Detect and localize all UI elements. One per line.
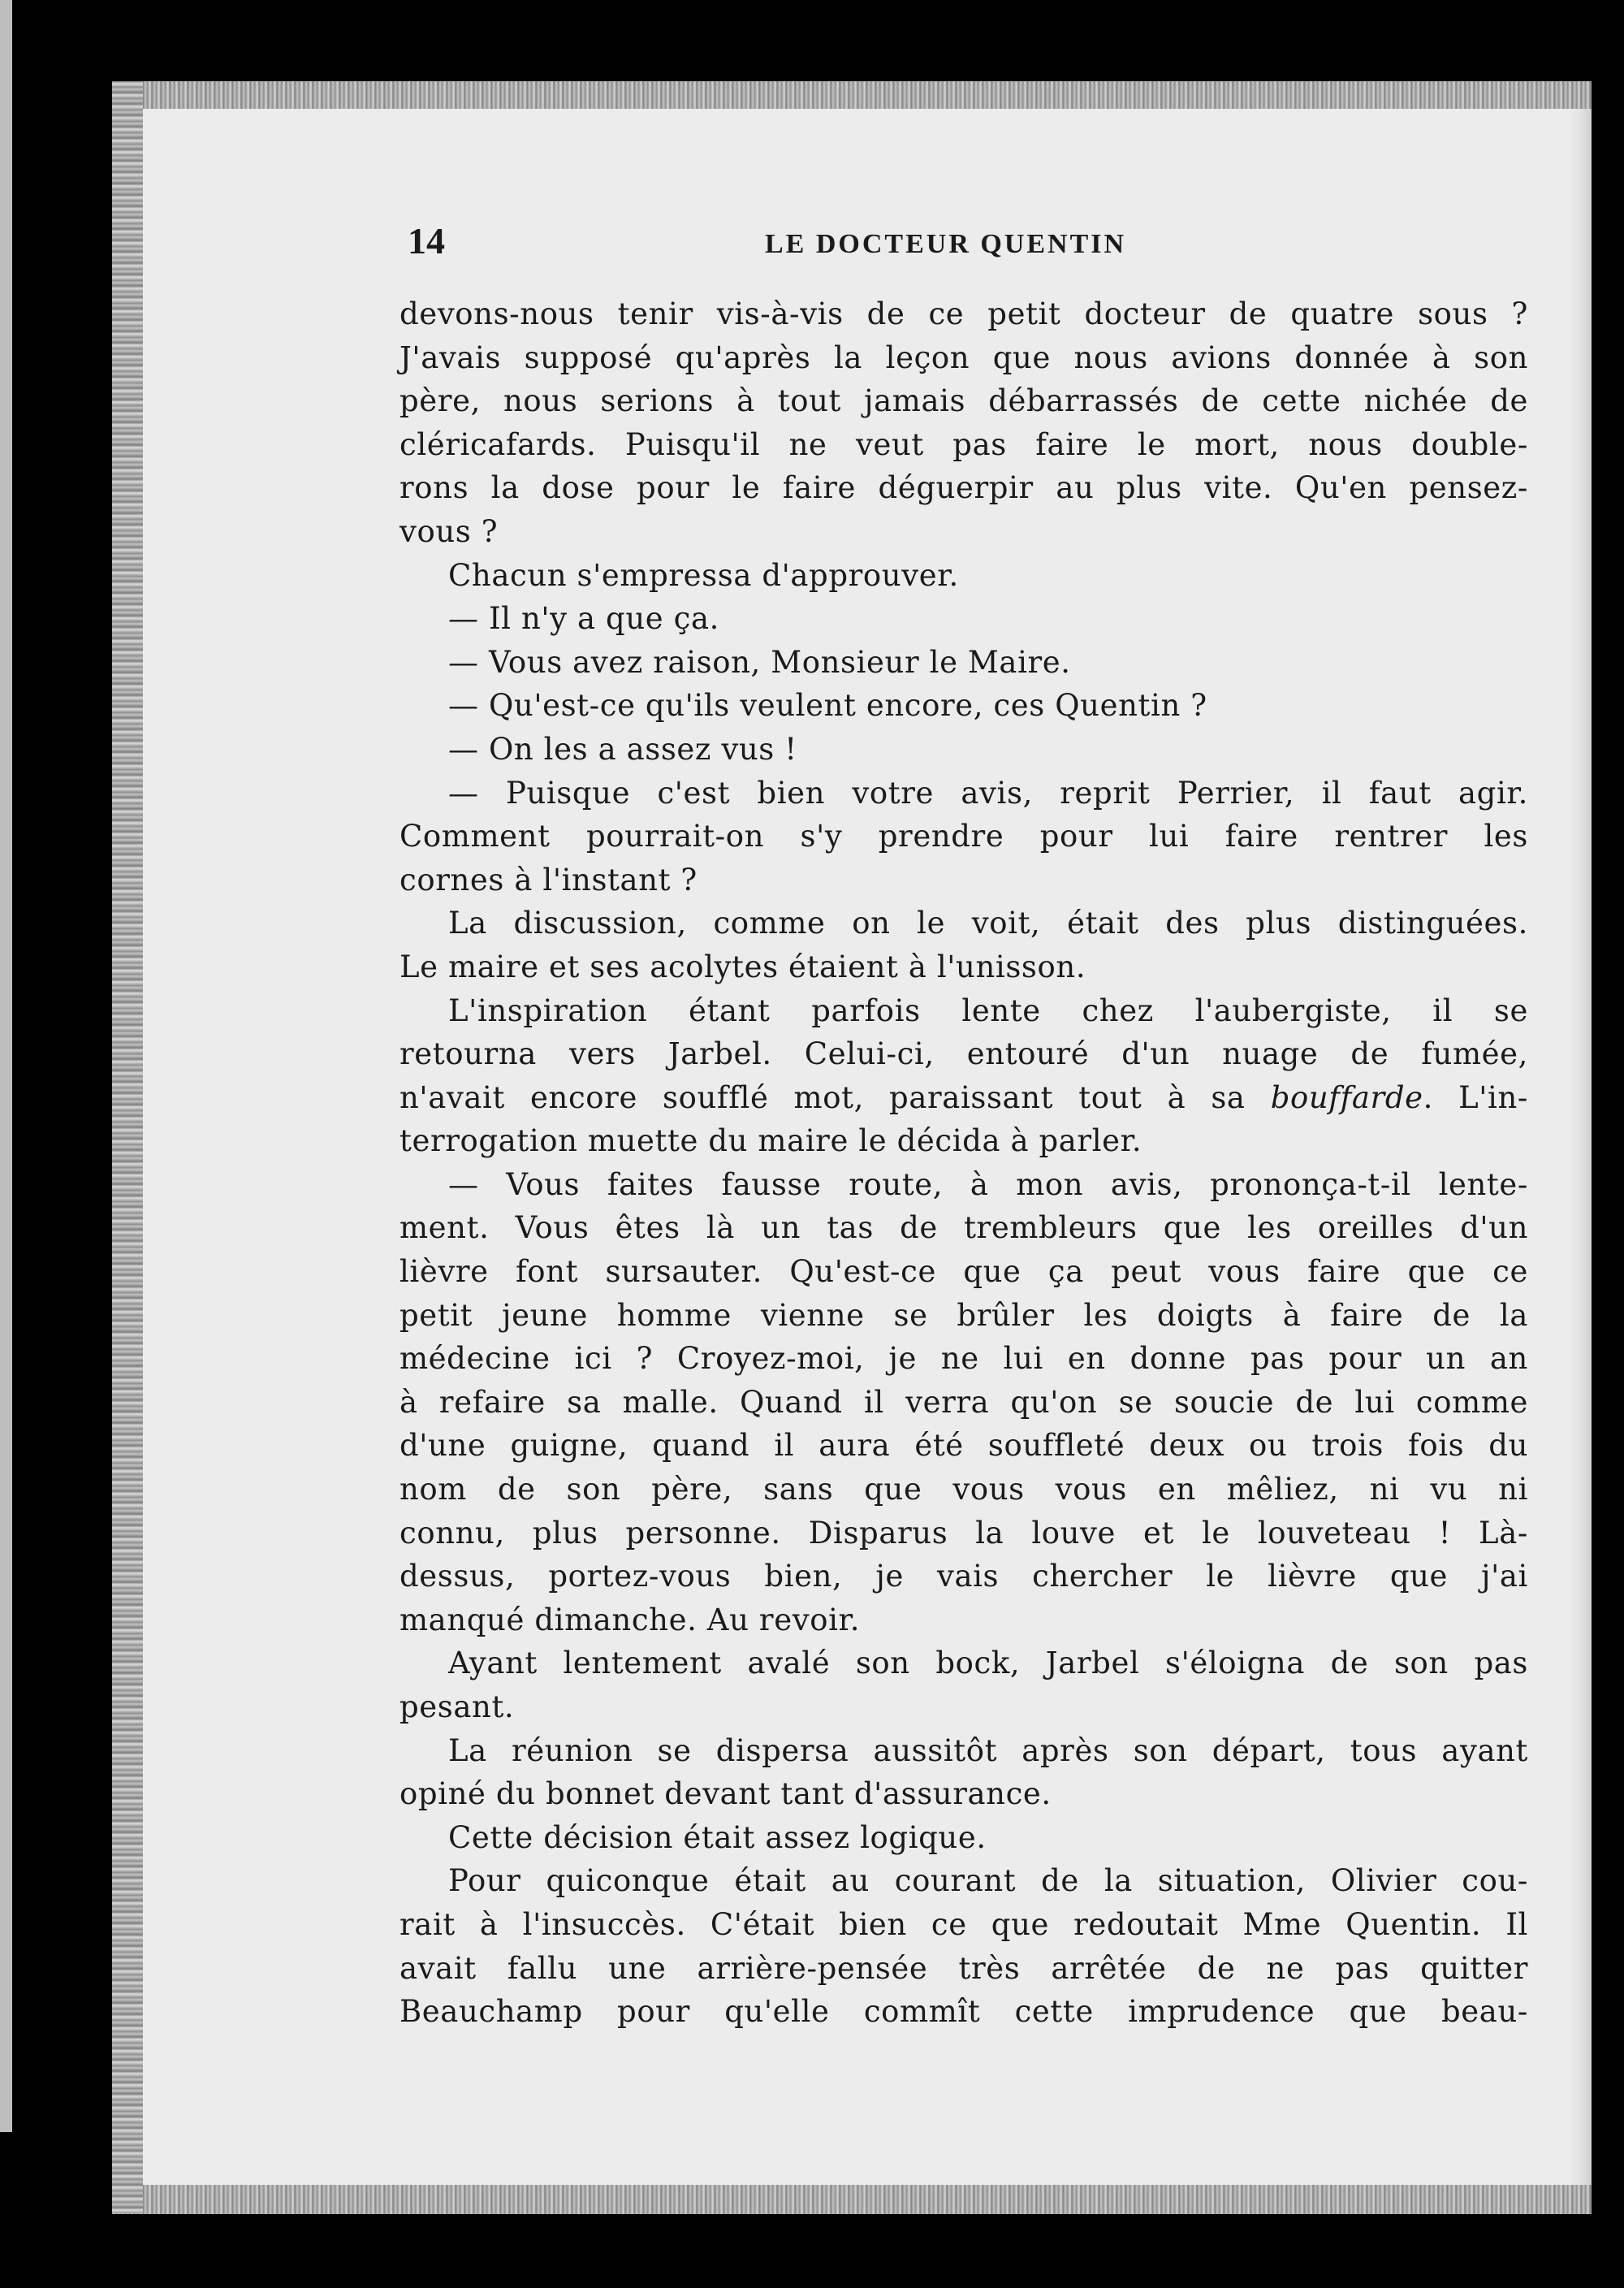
text-line: — Vous avez raison, Monsieur le Maire. bbox=[448, 644, 1071, 680]
text-line: Comment pourrait-on s'y prendre pour lui faire rentrer les bbox=[400, 819, 1528, 854]
text-line: ment. Vous êtes là un tas de trembleurs que les oreilles d'un bbox=[400, 1210, 1528, 1246]
text-line: L'inspiration étant parfois lente chez l'aubergiste, il se bbox=[448, 993, 1528, 1028]
text-line: cléricafards. Puisqu'il ne veut pas faire le mort, nous double- bbox=[400, 426, 1528, 462]
text-line: — Puisque c'est bien votre avis, reprit Perrier, il faut agir. bbox=[448, 775, 1528, 811]
text-line: — On les a assez vus ! bbox=[448, 731, 797, 767]
text-line: vous ? bbox=[400, 513, 499, 549]
text-line: connu, plus personne. Disparus la louve et le louveteau ! Là- bbox=[400, 1515, 1528, 1551]
page-number: 14 bbox=[408, 220, 445, 262]
text-line: Cette décision était assez logique. bbox=[448, 1819, 987, 1855]
text-line: La réunion se dispersa aussitôt après son départ, tous ayant bbox=[448, 1732, 1528, 1768]
text-line: opiné du bonnet devant tant d'assurance. bbox=[400, 1776, 1052, 1812]
text-line: à refaire sa malle. Quand il verra qu'on se soucie de lui comme bbox=[400, 1384, 1528, 1420]
text-line: — Qu'est-ce qu'ils veulent encore, ces Quentin ? bbox=[448, 688, 1207, 724]
text-line: manqué dimanche. Au revoir. bbox=[400, 1602, 861, 1637]
text-line: petit jeune homme vienne se brûler les doigts à faire de la bbox=[400, 1297, 1528, 1333]
text-line: La discussion, comme on le voit, était des plus distinguées. bbox=[448, 906, 1528, 941]
text-line: dessus, portez-vous bien, je vais chercher le lièvre que j'ai bbox=[400, 1559, 1528, 1594]
binding-edge-left bbox=[112, 81, 143, 2213]
text-line: pesant. bbox=[400, 1689, 515, 1724]
binding-edge-right bbox=[0, 0, 12, 2132]
text-line: — Vous faites fausse route, à mon avis, prononça-t-il lente- bbox=[448, 1166, 1528, 1202]
text-line: d'une guigne, quand il aura été souffleté deux ou trois fois du bbox=[400, 1428, 1528, 1464]
text-line: père, nous serions à tout jamais débarrassés de cette nichée de bbox=[400, 383, 1528, 419]
binding-edge-top bbox=[112, 81, 1592, 109]
running-title: LE DOCTEUR QUENTIN bbox=[765, 229, 1127, 259]
text-line: rait à l'insuccès. C'était bien ce que redoutait Mme Quentin. Il bbox=[400, 1906, 1528, 1942]
running-head bbox=[400, 219, 1528, 268]
italic-word: bouffarde bbox=[1270, 1079, 1423, 1115]
text-segment: n'avait encore soufflé mot, paraissant tout à sa bbox=[400, 1079, 1271, 1115]
text-line: terrogation muette du maire le décida à parler. bbox=[400, 1123, 1142, 1159]
text-segment: . L'in- bbox=[1423, 1079, 1528, 1115]
text-line: avait fallu une arrière-pensée très arrêtée de ne pas quitter bbox=[400, 1950, 1528, 1986]
text-line: — Il n'y a que ça. bbox=[448, 601, 719, 637]
text-line: devons-nous tenir vis-à-vis de ce petit docteur de quatre sous ? bbox=[400, 296, 1528, 331]
text-line: Le maire et ses acolytes étaient à l'unisson. bbox=[400, 949, 1086, 984]
text-block bbox=[400, 219, 1528, 2034]
text-line: J'avais supposé qu'après la leçon que nous avions donnée à son bbox=[400, 340, 1528, 375]
text-line: cornes à l'instant ? bbox=[400, 862, 698, 897]
text-line: retourna vers Jarbel. Celui-ci, entouré d'un nuage de fumée, bbox=[400, 1036, 1528, 1072]
text-line: Pour quiconque était au courant de la situation, Olivier cou- bbox=[448, 1863, 1528, 1899]
text-line: Beauchamp pour qu'elle commît cette imprudence que beau- bbox=[400, 1994, 1528, 2030]
text-line: rons la dose pour le faire déguerpir au plus vite. Qu'en pensez- bbox=[400, 470, 1528, 506]
body-text bbox=[400, 292, 1528, 2034]
text-line: nom de son père, sans que vous vous en mêliez, ni vu ni bbox=[400, 1472, 1528, 1507]
text-line: Ayant lentement avalé son bock, Jarbel s'éloigna de son pas bbox=[448, 1646, 1528, 1681]
binding-edge-bottom bbox=[112, 2185, 1592, 2214]
text-line: Chacun s'empressa d'approuver. bbox=[448, 557, 959, 593]
text-line: lièvre font sursauter. Qu'est-ce que ça peut vous faire que ce bbox=[400, 1254, 1528, 1290]
text-line: médecine ici ? Croyez-moi, je ne lui en donne pas pour un an bbox=[400, 1341, 1528, 1377]
text-line bbox=[400, 1076, 1528, 1120]
